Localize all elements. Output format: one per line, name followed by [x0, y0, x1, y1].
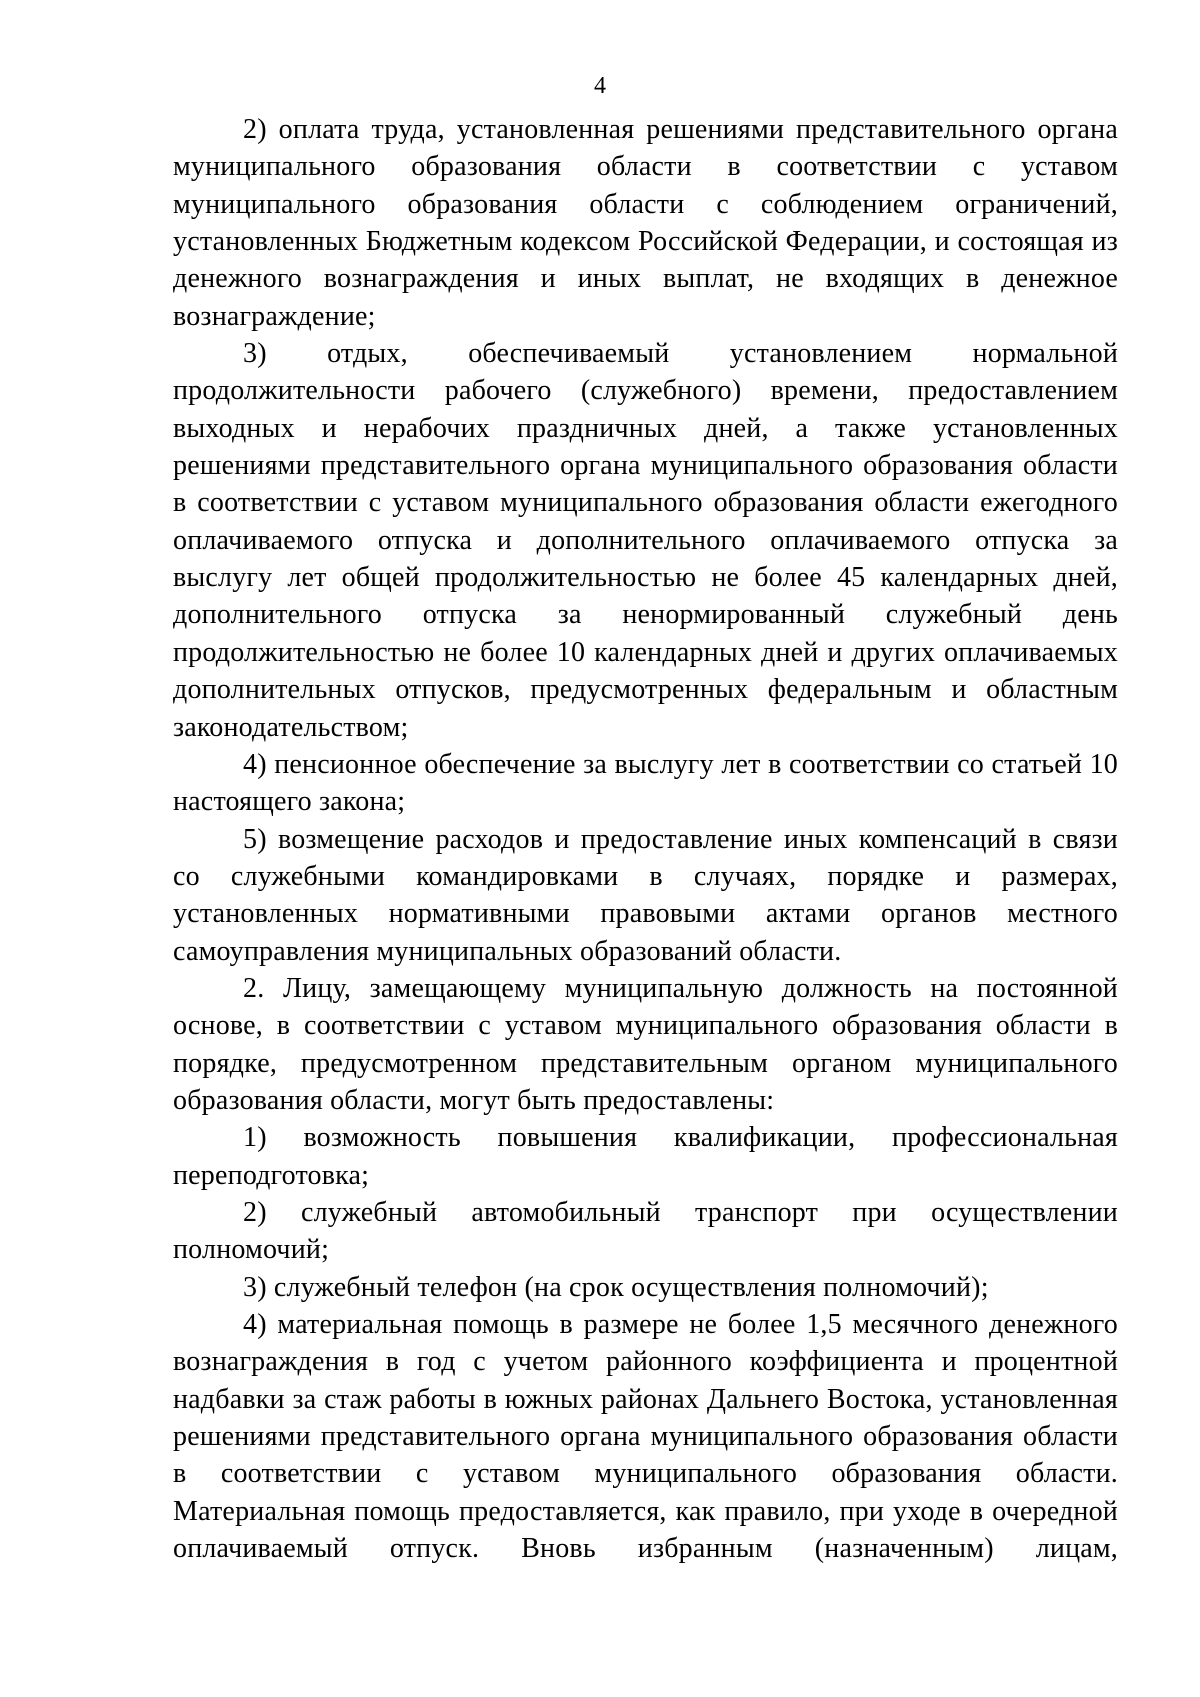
page-number: 4: [594, 73, 606, 99]
paragraph-item-1-training: 1) возможность повышения квалификации, профессиональная переподготовка;: [173, 1122, 1118, 1191]
paragraph-item-5-compensation: 5) возмещение расходов и предоставление иных компенсаций в связи со служебными командировками в случаях, порядке и размерах, установленных нормативными правовыми актами органов местного самоуправления муниципальных образований области.: [173, 823, 1118, 967]
paragraph-item-4-material-aid: 4) материальная помощь в размере не более 1,5 месячного денежного вознаграждения в год с учетом районного коэффициента и процентной надбавки за стаж работы в южных районах Дальнего Востока, установленная решениями представительного органа муниципального образования области в соответствии с уставом муниципального образования области. Материальная помощь предоставляется, как правило, при уходе в очередной оплачиваемый отпуск. Вновь избранным (назначенным) лицам,: [173, 1309, 1118, 1565]
paragraph-item-4-pension: 4) пенсионное обеспечение за выслугу лет в соответствии со статьей 10 настоящего закона;: [173, 748, 1118, 818]
paragraph-item-3-rest: 3) отдых, обеспечиваемый установлением нормальной продолжительности рабочего (служебного) времени, предоставлением выходных и нерабочих праздничных дней, а также установленных решениями представительного органа муниципального образования области в соответствии с уставом муниципального образования области ежегодного оплачиваемого отпуска и дополнительного оплачиваемого отпуска за выслугу лет общей продолжительностью не более 45 календарных дней, дополнительного отпуска за ненормированный служебный день продолжительностью не более 10 календарных дней и других оплачиваемых дополнительных отпусков, предусмотренных федеральным и областным законодательством;: [173, 338, 1118, 743]
paragraph-item-2-remuneration: 2) оплата труда, установленная решениями представительного органа муниципального образования области в соответствии с уставом муниципального образования области с соблюдением ограничений, установленных Бюджетным кодексом Российской Федерации, и состоящая из денежного вознаграждения и иных выплат, не входящих в денежное вознаграждение;: [173, 114, 1118, 332]
paragraph-item-3-telephone: 3) служебный телефон (на срок осуществления полномочий);: [243, 1271, 989, 1303]
document-body: [173, 111, 1118, 1567]
paragraph-item-2-transport: 2) служебный автомобильный транспорт при осуществлении полномочий;: [173, 1196, 1118, 1266]
paragraph-section-2: 2. Лицу, замещающему муниципальную должность на постоянной основе, в соответствии с уставом муниципального образования области в порядке, предусмотренном представительным органом муниципального образования области, могут быть предоставлены:: [173, 972, 1118, 1116]
